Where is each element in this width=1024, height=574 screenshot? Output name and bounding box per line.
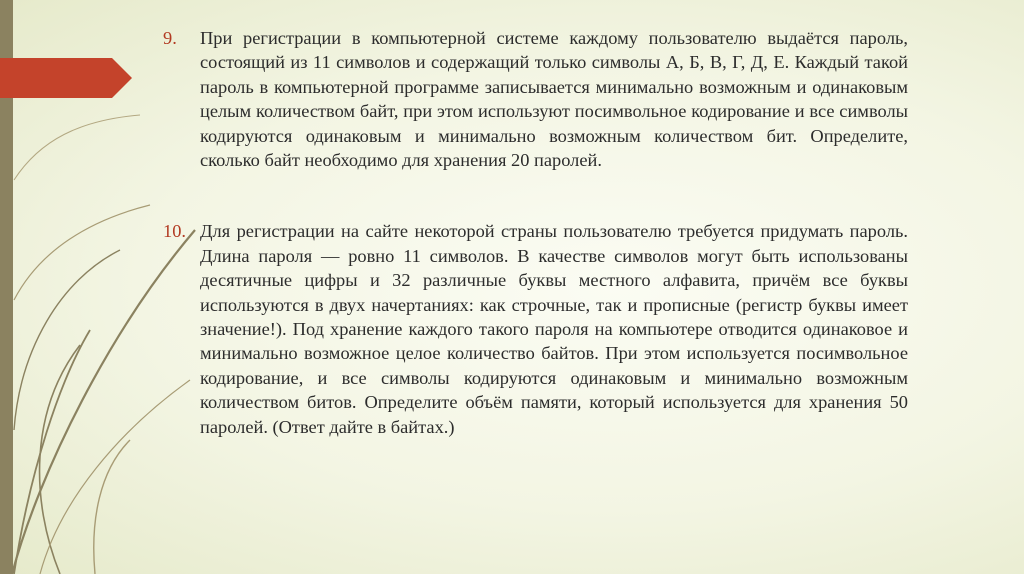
- item-text: Для регистрации на сайте некоторой страны пользователю требуется придумать пароль. Длина пароля — ровно 11 символов. В качестве символов могут быть использованы десятичные цифры и 32 различные буквы местного алфавита, причём все буквы используются в двух начертаниях: как строчные, так и прописные (регистр буквы имеет значение!). Под хранение каждого такого пароля на компьютере отводится одинаковое и минимально возможное целое количество байтов. При этом используется посимвольное кодирование, и все символы кодируются одинаковым и минимально возможным количеством битов. Определите объём памяти, который используется для хранения 50 паролей. (Ответ дайте в байтах.): [200, 221, 908, 437]
- item-number: 9.: [163, 28, 177, 48]
- accent-arrow-tab: [0, 58, 132, 98]
- list-item-10: [163, 219, 908, 439]
- item-text: При регистрации в компьютерной системе каждому пользователю выдаётся пароль, состоящий из 11 символов и содержащий только символы А, Б, В, Г, Д, Е. Каждый такой пароль в компьютерной программе записывается минимально возможным и одинаковым целым количеством байт, при этом используют посимвольное кодирование и все символы кодируются одинаковым и минимально возможным количеством бит. Определите, сколько байт необходимо для хранения 20 паролей.: [200, 28, 908, 171]
- task-list: [163, 26, 908, 439]
- item-number: 10.: [163, 221, 186, 242]
- list-item-9: [163, 26, 908, 172]
